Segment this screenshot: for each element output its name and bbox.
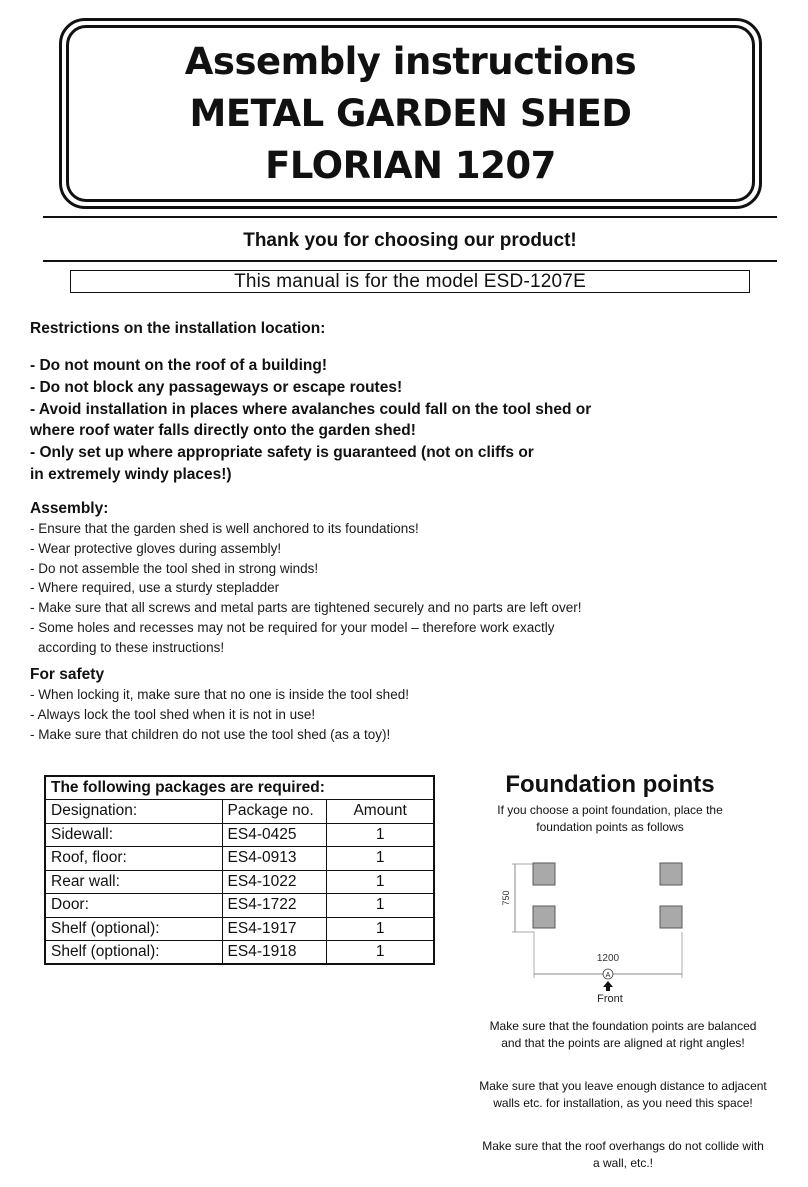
designation-cell: Door: <box>45 894 222 918</box>
restriction-item: in extremely windy places!) <box>30 465 232 483</box>
amount-cell: 1 <box>327 870 434 894</box>
foundation-note: Make sure that the foundation points are balanced and that the points are aligned at right angles! <box>489 1019 757 1050</box>
package-no-cell: ES4-1917 <box>222 917 327 941</box>
foundation-point <box>533 863 555 885</box>
assembly-item: - Where required, use a sturdy stepladder <box>30 580 280 596</box>
designation-cell: Roof, floor: <box>45 847 222 871</box>
title-frame <box>66 25 755 202</box>
packages-caption: The following packages are required: <box>45 776 434 800</box>
designation-cell: Sidewall: <box>45 823 222 847</box>
foundation-subtitle: If you choose a point foundation, place the foundation points as follows <box>497 803 723 834</box>
divider-bottom <box>43 260 777 262</box>
foundation-diagram <box>486 852 706 1008</box>
amount-cell: 1 <box>327 917 434 941</box>
package-no-cell: ES4-0913 <box>222 847 327 871</box>
restrictions-heading: Restrictions on the installation location: <box>30 320 326 337</box>
assembly-heading: Assembly: <box>30 500 109 517</box>
column-header: Package no. <box>222 800 327 824</box>
table-row <box>45 823 434 847</box>
amount-cell: 1 <box>327 823 434 847</box>
title-line-2: METAL GARDEN SHED <box>189 91 632 135</box>
table-row <box>45 870 434 894</box>
safety-item: - When locking it, make sure that no one is inside the tool shed! <box>30 687 409 702</box>
thanks-heading: Thank you for choosing our product! <box>243 230 577 251</box>
safety-item: - Always lock the tool shed when it is not in use! <box>30 706 316 722</box>
foundation-title: Foundation points <box>505 771 715 798</box>
assembly-item: - Do not assemble the tool shed in strong winds! <box>30 560 319 576</box>
foundation-point <box>660 863 682 885</box>
amount-cell: 1 <box>327 894 434 918</box>
restriction-item: - Do not block any passageways or escape routes! <box>30 378 403 396</box>
foundation-note: Make sure that you leave enough distance to adjacent walls etc. for installation, as you need this space! <box>479 1079 767 1110</box>
package-no-cell: ES4-1022 <box>222 870 327 894</box>
table-row <box>45 917 434 941</box>
divider-top <box>43 216 777 218</box>
package-no-cell: ES4-0425 <box>222 823 327 847</box>
assembly-item: - Wear protective gloves during assembly! <box>30 540 282 556</box>
column-header: Amount <box>327 800 434 824</box>
assembly-item: - Ensure that the garden shed is well anchored to its foundations! <box>30 521 419 536</box>
restrictions-list <box>30 355 730 486</box>
width-label: 1200 <box>596 953 620 964</box>
column-header: Designation: <box>45 800 222 824</box>
restriction-item: - Only set up where appropriate safety is guaranteed (not on cliffs or <box>30 444 534 462</box>
designation-cell: Shelf (optional): <box>45 941 222 965</box>
title-line-1: Assembly instructions <box>184 39 637 83</box>
table-header-row <box>45 800 434 824</box>
restriction-item: where roof water falls directly onto the garden shed! <box>30 422 416 440</box>
assembly-list <box>30 519 750 658</box>
title-line-3: FLORIAN 1207 <box>265 143 556 187</box>
packages-table <box>44 775 435 965</box>
model-note: This manual is for the model ESD-1207E <box>70 270 750 293</box>
assembly-item: - Some holes and recesses may not be required for your model – therefore work exactly <box>30 619 555 635</box>
designation-cell: Shelf (optional): <box>45 917 222 941</box>
front-label: Front <box>597 993 623 1005</box>
depth-label: 750 <box>501 890 511 906</box>
restriction-item: - Avoid installation in places where avalanches could fall on the tool shed or <box>30 400 592 418</box>
front-marker-letter: A <box>605 972 611 979</box>
table-row <box>45 894 434 918</box>
table-caption-row <box>45 776 434 800</box>
front-arrow-icon <box>603 981 613 991</box>
foundation-point <box>660 906 682 928</box>
safety-item: - Make sure that children do not use the tool shed (as a toy)! <box>30 726 391 742</box>
table-row <box>45 941 434 965</box>
assembly-item: according to these instructions! <box>38 639 225 655</box>
designation-cell: Rear wall: <box>45 870 222 894</box>
safety-list <box>30 685 750 744</box>
amount-cell: 1 <box>327 941 434 965</box>
amount-cell: 1 <box>327 847 434 871</box>
restriction-item: - Do not mount on the roof of a building! <box>30 357 328 374</box>
safety-heading: For safety <box>30 666 105 683</box>
package-no-cell: ES4-1722 <box>222 894 327 918</box>
foundation-note: Make sure that the roof overhangs do not collide with a wall, etc.! <box>482 1139 764 1170</box>
table-row <box>45 847 434 871</box>
foundation-point <box>533 906 555 928</box>
assembly-item: - Make sure that all screws and metal parts are tightened securely and no parts are left over! <box>30 600 582 616</box>
package-no-cell: ES4-1918 <box>222 941 327 965</box>
